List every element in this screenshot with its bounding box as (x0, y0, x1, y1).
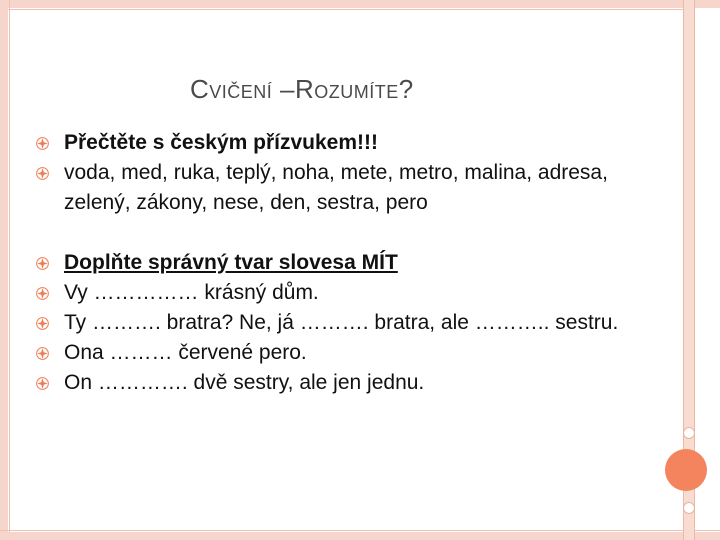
decor-circle-small-bottom (683, 502, 695, 514)
frame-top-line (0, 9, 695, 10)
four-point-star-icon (36, 347, 49, 360)
bullet-item (36, 368, 676, 398)
four-point-star-icon (36, 257, 49, 270)
four-point-star-icon (36, 167, 49, 180)
frame-bottom-line (0, 530, 720, 531)
slide-title (190, 74, 414, 105)
frame-bottom (0, 532, 720, 540)
four-point-star-icon (36, 287, 49, 300)
exercise-fill-verb (36, 248, 676, 398)
title-initial-2: R (294, 74, 315, 104)
bullet-item (36, 308, 676, 338)
bullet-text: Doplňte správný tvar slovesa MÍT (64, 251, 398, 274)
bullet-text: Vy …………… krásný dům. (64, 281, 319, 304)
title-rest-2: OZUMÍTE (314, 82, 399, 102)
decor-circle-small-top (683, 427, 695, 439)
decor-circle-large (665, 449, 707, 491)
bullet-text: voda, med, ruka, teplý, noha, mete, metro, malina, adresa, zelený, zákony, nese, den, sestra, pero (64, 161, 608, 214)
four-point-star-icon (36, 377, 49, 390)
frame-top (0, 0, 720, 8)
title-initial-1: C (190, 74, 210, 104)
bullet-text: Přečtěte s českým přízvukem!!! (64, 131, 378, 154)
bullet-item (36, 248, 676, 278)
title-end: ? (398, 74, 414, 104)
bullet-item (36, 338, 676, 368)
bullet-item (36, 128, 676, 158)
frame-left-line (9, 0, 10, 540)
spacer (36, 218, 676, 248)
exercise-reading (36, 128, 676, 218)
frame-left (0, 0, 8, 540)
slide-content (36, 128, 676, 398)
bullet-text: Ty ………. bratra? Ne, já ………. bratra, ale ……….. sestru. (64, 311, 619, 334)
four-point-star-icon (36, 137, 49, 150)
title-rest-1: VIČENÍ (209, 82, 273, 102)
title-dash: – (272, 74, 295, 104)
bullet-item (36, 278, 676, 308)
bullet-item (36, 158, 676, 218)
four-point-star-icon (36, 317, 49, 330)
bullet-text: Ona ……… červené pero. (64, 341, 307, 364)
bullet-text: On …………. dvě sestry, ale jen jednu. (64, 371, 425, 394)
